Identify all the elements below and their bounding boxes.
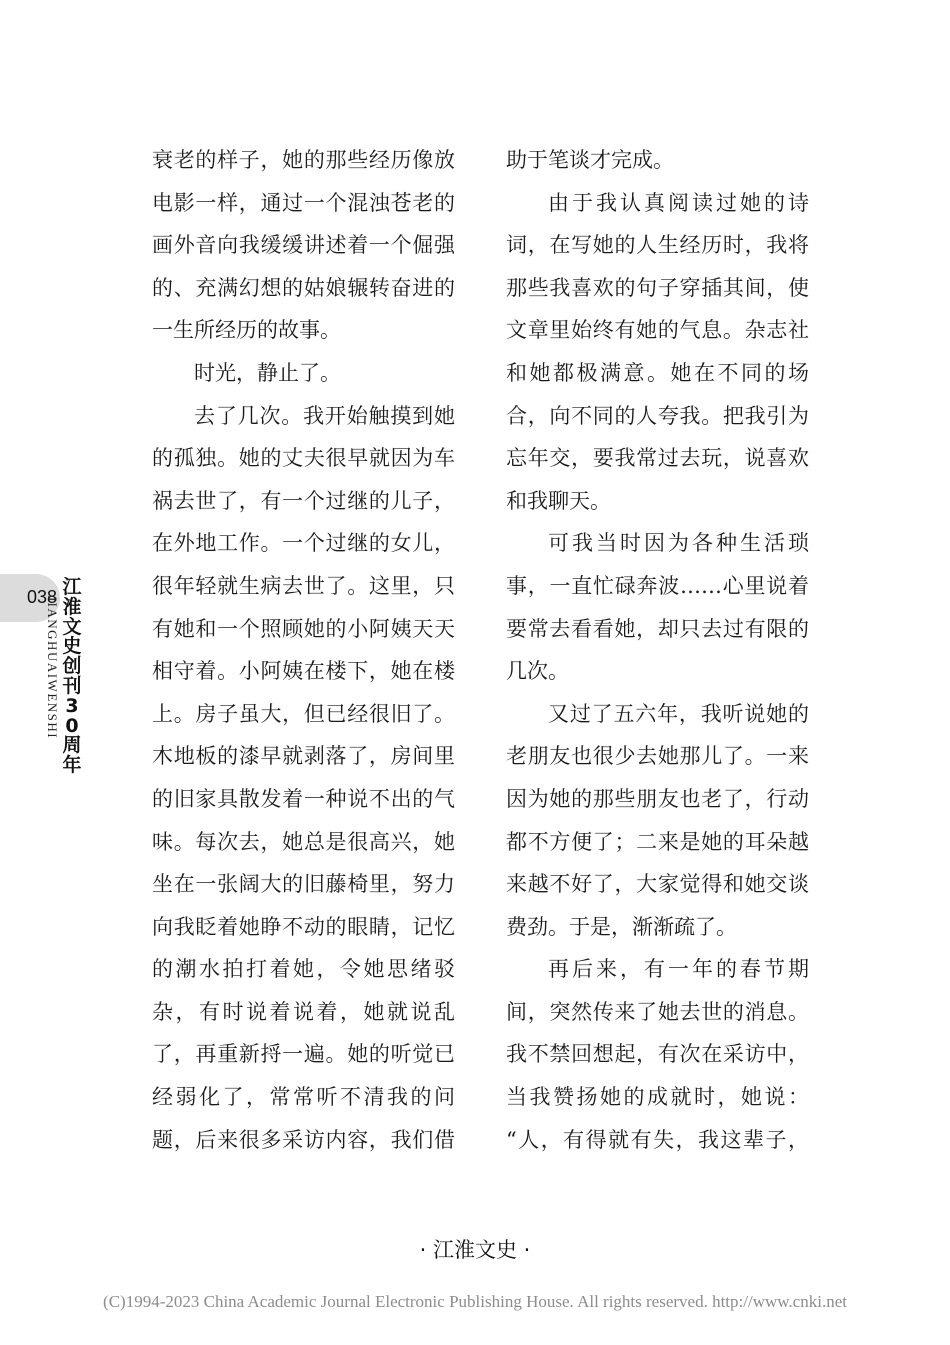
text-line: 那些我喜欢的句子穿插其间，使 bbox=[506, 275, 809, 300]
text-line: 词，在写她的人生经历时，我将 bbox=[506, 233, 809, 258]
text-line: 在外地工作。一个过继的女儿， bbox=[152, 531, 455, 556]
left-text-column bbox=[152, 139, 455, 1161]
text-line: 要常去看看她，却只去过有限的 bbox=[506, 616, 809, 641]
text-line: 来越不好了，大家觉得和她交谈 bbox=[506, 872, 809, 897]
text-line: 一生所经历的故事。 bbox=[152, 318, 341, 343]
text-line: 文章里始终有她的气息。杂志社 bbox=[506, 318, 809, 343]
text-line: “人，有得就有失，我这辈子， bbox=[506, 1127, 809, 1152]
text-line: 电影一样，通过一个混浊苍老的 bbox=[152, 190, 455, 215]
text-line: 事，一直忙碌奔波……心里说着 bbox=[506, 573, 809, 598]
text-line: 杂，有时说着说着，她就说乱 bbox=[152, 999, 455, 1024]
text-line: 有她和一个照顾她的小阿姨天天 bbox=[152, 616, 455, 641]
text-line: 经弱化了，常常听不清我的问 bbox=[152, 1085, 455, 1110]
text-line: 的旧家具散发着一种说不出的气 bbox=[152, 786, 455, 811]
text-line: 向我眨着她睁不动的眼睛，记忆 bbox=[152, 914, 455, 939]
text-line: 衰老的样子，她的那些经历像放 bbox=[152, 148, 455, 172]
text-line: 助于笔谈才完成。 bbox=[506, 148, 674, 172]
text-line: 可我当时因为各种生活琐 bbox=[548, 531, 809, 556]
text-line: 几次。 bbox=[506, 659, 569, 684]
right-text-column bbox=[506, 139, 809, 1161]
text-line: 的、充满幻想的姑娘辗转奋进的 bbox=[152, 275, 455, 300]
text-line: 又过了五六年，我听说她的 bbox=[548, 701, 809, 726]
text-line: 间，突然传来了她去世的消息。 bbox=[506, 999, 809, 1024]
text-line: 上。房子虽大，但已经很旧了。 bbox=[152, 701, 455, 726]
text-line: 木地板的漆早就剥落了，房间里 bbox=[152, 744, 455, 769]
text-line: 费劲。于是，渐渐疏了。 bbox=[506, 914, 737, 939]
footer-journal-name: · 江淮文史 · bbox=[419, 1238, 531, 1262]
text-line: 因为她的那些朋友也老了，行动 bbox=[506, 786, 809, 811]
text-line: 题，后来很多采访内容，我们借 bbox=[152, 1127, 455, 1152]
journal-anniversary-title: 江淮文史创刊30周年 bbox=[62, 576, 82, 777]
text-line: 和她都极满意。她在不同的场 bbox=[506, 360, 809, 385]
text-line: 的潮水拍打着她，令她思绪驳 bbox=[152, 957, 455, 982]
text-line: 坐在一张阔大的旧藤椅里，努力 bbox=[152, 872, 455, 897]
text-line: 由于我认真阅读过她的诗 bbox=[548, 190, 809, 215]
text-line: 很年轻就生病去世了。这里，只 bbox=[152, 573, 455, 598]
text-line: 都不方便了；二来是她的耳朵越 bbox=[506, 829, 809, 854]
copyright-notice: (C)1994-2023 China Academic Journal Electronic Publishing House. All rights reserved. http://www.cnki.net bbox=[103, 1292, 847, 1311]
text-line: 味。每次去，她总是很高兴，她 bbox=[152, 829, 455, 854]
text-line: 合，向不同的人夸我。把我引为 bbox=[506, 403, 809, 428]
text-line: 祸去世了，有一个过继的儿子， bbox=[152, 488, 455, 513]
text-line: 我不禁回想起，有次在采访中， bbox=[506, 1042, 809, 1067]
page-number: 038 bbox=[27, 587, 58, 607]
text-line: 了，再重新捋一遍。她的听觉已 bbox=[152, 1042, 455, 1067]
text-line: 忘年交，要我常过去玩，说喜欢 bbox=[506, 446, 809, 471]
text-line: 的孤独。她的丈夫很早就因为车 bbox=[152, 446, 455, 471]
text-line: 再后来，有一年的春节期 bbox=[548, 957, 809, 982]
text-line: 去了几次。我开始触摸到她 bbox=[194, 403, 455, 428]
text-line: 时光，静止了。 bbox=[194, 360, 341, 385]
text-line: 老朋友也很少去她那儿了。一来 bbox=[506, 744, 809, 769]
text-line: 当我赞扬她的成就时，她说： bbox=[506, 1085, 809, 1110]
text-line: 和我聊天。 bbox=[506, 488, 611, 513]
text-line: 相守着。小阿姨在楼下，她在楼 bbox=[152, 659, 455, 684]
text-line: 画外音向我缓缓讲述着一个倔强 bbox=[152, 233, 455, 258]
journal-pinyin: JIANGHUAIWENSHI bbox=[45, 596, 60, 740]
